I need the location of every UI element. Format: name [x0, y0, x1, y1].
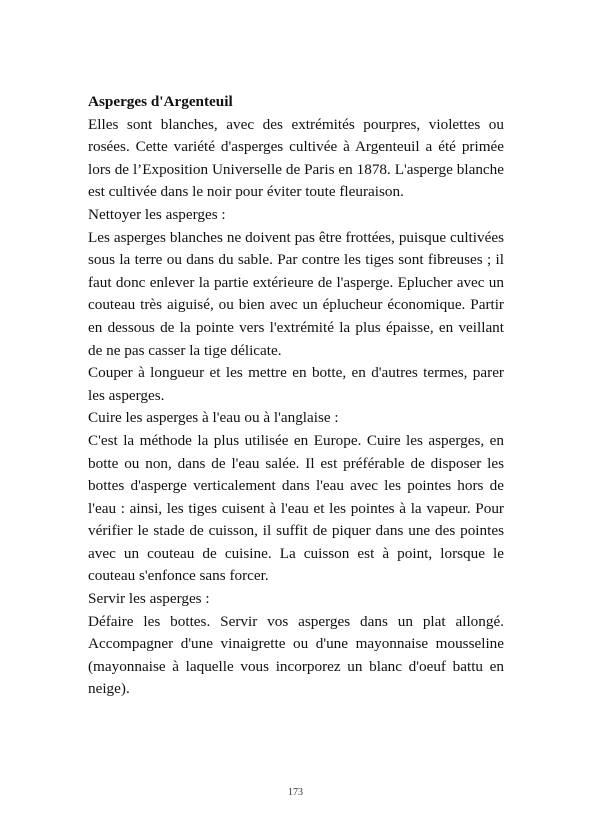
trim-paragraph: Couper à longueur et les mettre en botte, en d'autres termes, parer les asperges.: [88, 364, 504, 404]
cooking-paragraph: C'est la méthode la plus utilisée en Europe. Cuire les asperges, en botte ou non, dans de l'eau salée. Il est préférable de disposer les bottes d'asperge verticalement dans l'eau avec les pointes hors de l'eau : ainsi, les tiges cuisent à l'eau et les pointes à la vapeur. Pour vérifier le stade de cuisson, il suffit de piquer dans une des pointes avec un couteau de cuisine. La cuisson est à point, lorsque le couteau s'enfonce sans forcer.: [88, 431, 504, 585]
cleaning-paragraph: Les asperges blanches ne doivent pas être frottées, puisque cultivées sous la terre ou dans du sable. Par contre les tiges sont fibreuses ; il faut donc enlever la partie extérieure de l'asperge. Eplucher avec un couteau très aiguisé, ou bien avec un éplucheur économique. Partir en dessous de la pointe vers l'extrémité la plus épaisse, en veillant de ne pas casser la tige délicate.: [88, 228, 504, 359]
document-body: [88, 91, 504, 701]
intro-paragraph: Elles sont blanches, avec des extrémités pourpres, violettes ou rosées. Cette variété d'asperges cultivée à Argenteuil a été primée lors de l’Exposition Universelle de Paris en 1878. L'asperge blanche est cultivée dans le noir pour éviter toute fleuraison.: [88, 115, 504, 201]
recipe-title: Asperges d'Argenteuil: [88, 93, 233, 110]
section-heading-cooking: Cuire les asperges à l'eau ou à l'anglaise :: [88, 409, 339, 427]
section-heading-serving: Servir les asperges :: [88, 590, 210, 608]
section-heading-cleaning: Nettoyer les asperges :: [88, 205, 226, 223]
page-number: 173: [288, 787, 303, 798]
serving-paragraph: Défaire les bottes. Servir vos asperges dans un plat allongé. Accompagner d'une vinaigrette ou d'une mayonnaise mousseline (mayonnaise à laquelle vous incorporez un blanc d'oeuf battu en neige).: [88, 612, 504, 698]
